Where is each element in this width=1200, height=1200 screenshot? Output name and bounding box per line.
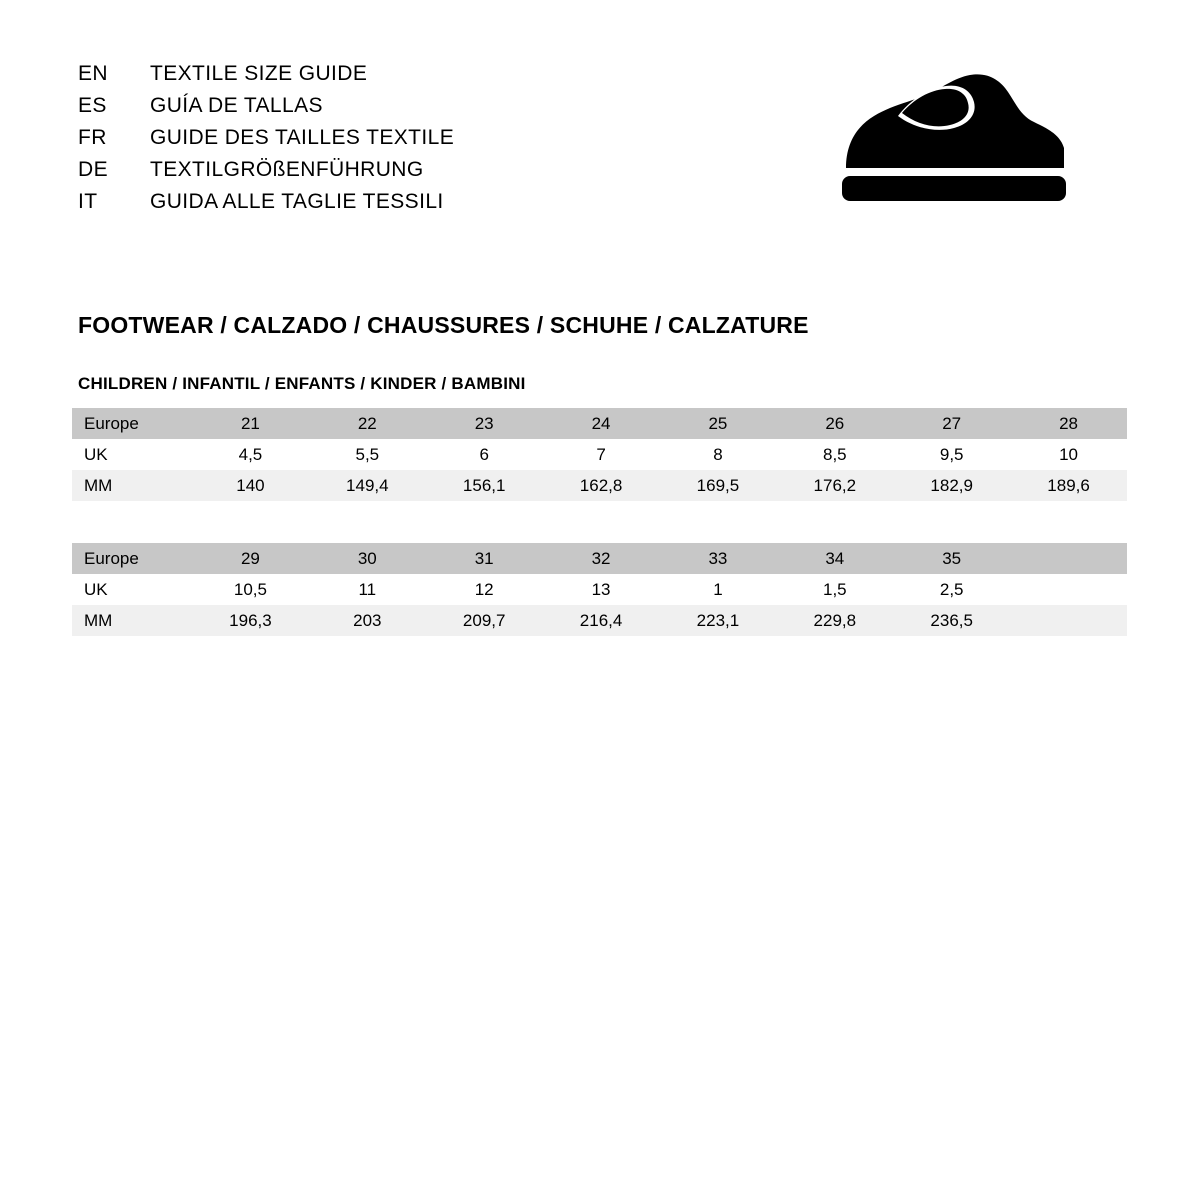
language-code: FR bbox=[78, 126, 107, 149]
language-list bbox=[78, 62, 454, 222]
cell: 10,5 bbox=[192, 574, 309, 605]
cell: 23 bbox=[426, 408, 543, 439]
cell: 26 bbox=[776, 408, 893, 439]
cell: 35 bbox=[893, 543, 1010, 574]
language-row bbox=[78, 62, 454, 94]
cell: 182,9 bbox=[893, 470, 1010, 501]
cell bbox=[1010, 574, 1127, 605]
language-row bbox=[78, 126, 454, 158]
cell: 216,4 bbox=[543, 605, 660, 636]
cell: 28 bbox=[1010, 408, 1127, 439]
table-row bbox=[72, 408, 1127, 439]
row-label: UK bbox=[72, 439, 192, 470]
cell: 30 bbox=[309, 543, 426, 574]
page-title: FOOTWEAR / CALZADO / CHAUSSURES / SCHUHE / CALZATURE bbox=[78, 312, 809, 338]
cell: 5,5 bbox=[309, 439, 426, 470]
row-label: Europe bbox=[72, 408, 192, 439]
shoe-icon bbox=[838, 72, 1068, 212]
language-row bbox=[78, 94, 454, 126]
language-title: TEXTILGRÖßENFÜHRUNG bbox=[150, 158, 424, 181]
table-row bbox=[72, 470, 1127, 501]
row-label: Europe bbox=[72, 543, 192, 574]
cell: 236,5 bbox=[893, 605, 1010, 636]
header bbox=[78, 62, 1128, 222]
cell: 10 bbox=[1010, 439, 1127, 470]
cell: 2,5 bbox=[893, 574, 1010, 605]
cell: 176,2 bbox=[776, 470, 893, 501]
cell: 169,5 bbox=[660, 470, 777, 501]
cell bbox=[1010, 543, 1127, 574]
cell bbox=[1010, 605, 1127, 636]
cell: 11 bbox=[309, 574, 426, 605]
cell: 27 bbox=[893, 408, 1010, 439]
cell: 9,5 bbox=[893, 439, 1010, 470]
cell: 162,8 bbox=[543, 470, 660, 501]
language-title: GUIDA ALLE TAGLIE TESSILI bbox=[150, 190, 444, 213]
language-row bbox=[78, 158, 454, 190]
language-row bbox=[78, 190, 454, 222]
cell: 209,7 bbox=[426, 605, 543, 636]
table-row bbox=[72, 439, 1127, 470]
cell: 6 bbox=[426, 439, 543, 470]
size-table-children-1 bbox=[72, 408, 1127, 501]
cell: 13 bbox=[543, 574, 660, 605]
cell: 229,8 bbox=[776, 605, 893, 636]
cell: 1,5 bbox=[776, 574, 893, 605]
cell: 8,5 bbox=[776, 439, 893, 470]
table-row bbox=[72, 543, 1127, 574]
cell: 7 bbox=[543, 439, 660, 470]
cell: 31 bbox=[426, 543, 543, 574]
cell: 33 bbox=[660, 543, 777, 574]
cell: 1 bbox=[660, 574, 777, 605]
language-code: EN bbox=[78, 62, 108, 85]
cell: 203 bbox=[309, 605, 426, 636]
cell: 4,5 bbox=[192, 439, 309, 470]
language-code: IT bbox=[78, 190, 98, 213]
section-subtitle: CHILDREN / INFANTIL / ENFANTS / KINDER / BAMBINI bbox=[78, 374, 526, 393]
cell: 32 bbox=[543, 543, 660, 574]
cell: 189,6 bbox=[1010, 470, 1127, 501]
row-label: MM bbox=[72, 470, 192, 501]
cell: 22 bbox=[309, 408, 426, 439]
cell: 8 bbox=[660, 439, 777, 470]
row-label: UK bbox=[72, 574, 192, 605]
table-row bbox=[72, 605, 1127, 636]
language-code: ES bbox=[78, 94, 107, 117]
row-label: MM bbox=[72, 605, 192, 636]
cell: 21 bbox=[192, 408, 309, 439]
language-title: GUÍA DE TALLAS bbox=[150, 94, 323, 117]
language-title: TEXTILE SIZE GUIDE bbox=[150, 62, 368, 85]
cell: 29 bbox=[192, 543, 309, 574]
table-row bbox=[72, 574, 1127, 605]
language-title: GUIDE DES TAILLES TEXTILE bbox=[150, 126, 455, 149]
cell: 140 bbox=[192, 470, 309, 501]
cell: 24 bbox=[543, 408, 660, 439]
cell: 12 bbox=[426, 574, 543, 605]
cell: 156,1 bbox=[426, 470, 543, 501]
cell: 25 bbox=[660, 408, 777, 439]
cell: 196,3 bbox=[192, 605, 309, 636]
cell: 223,1 bbox=[660, 605, 777, 636]
language-code: DE bbox=[78, 158, 108, 181]
cell: 34 bbox=[776, 543, 893, 574]
cell: 149,4 bbox=[309, 470, 426, 501]
size-table-children-2 bbox=[72, 543, 1127, 636]
